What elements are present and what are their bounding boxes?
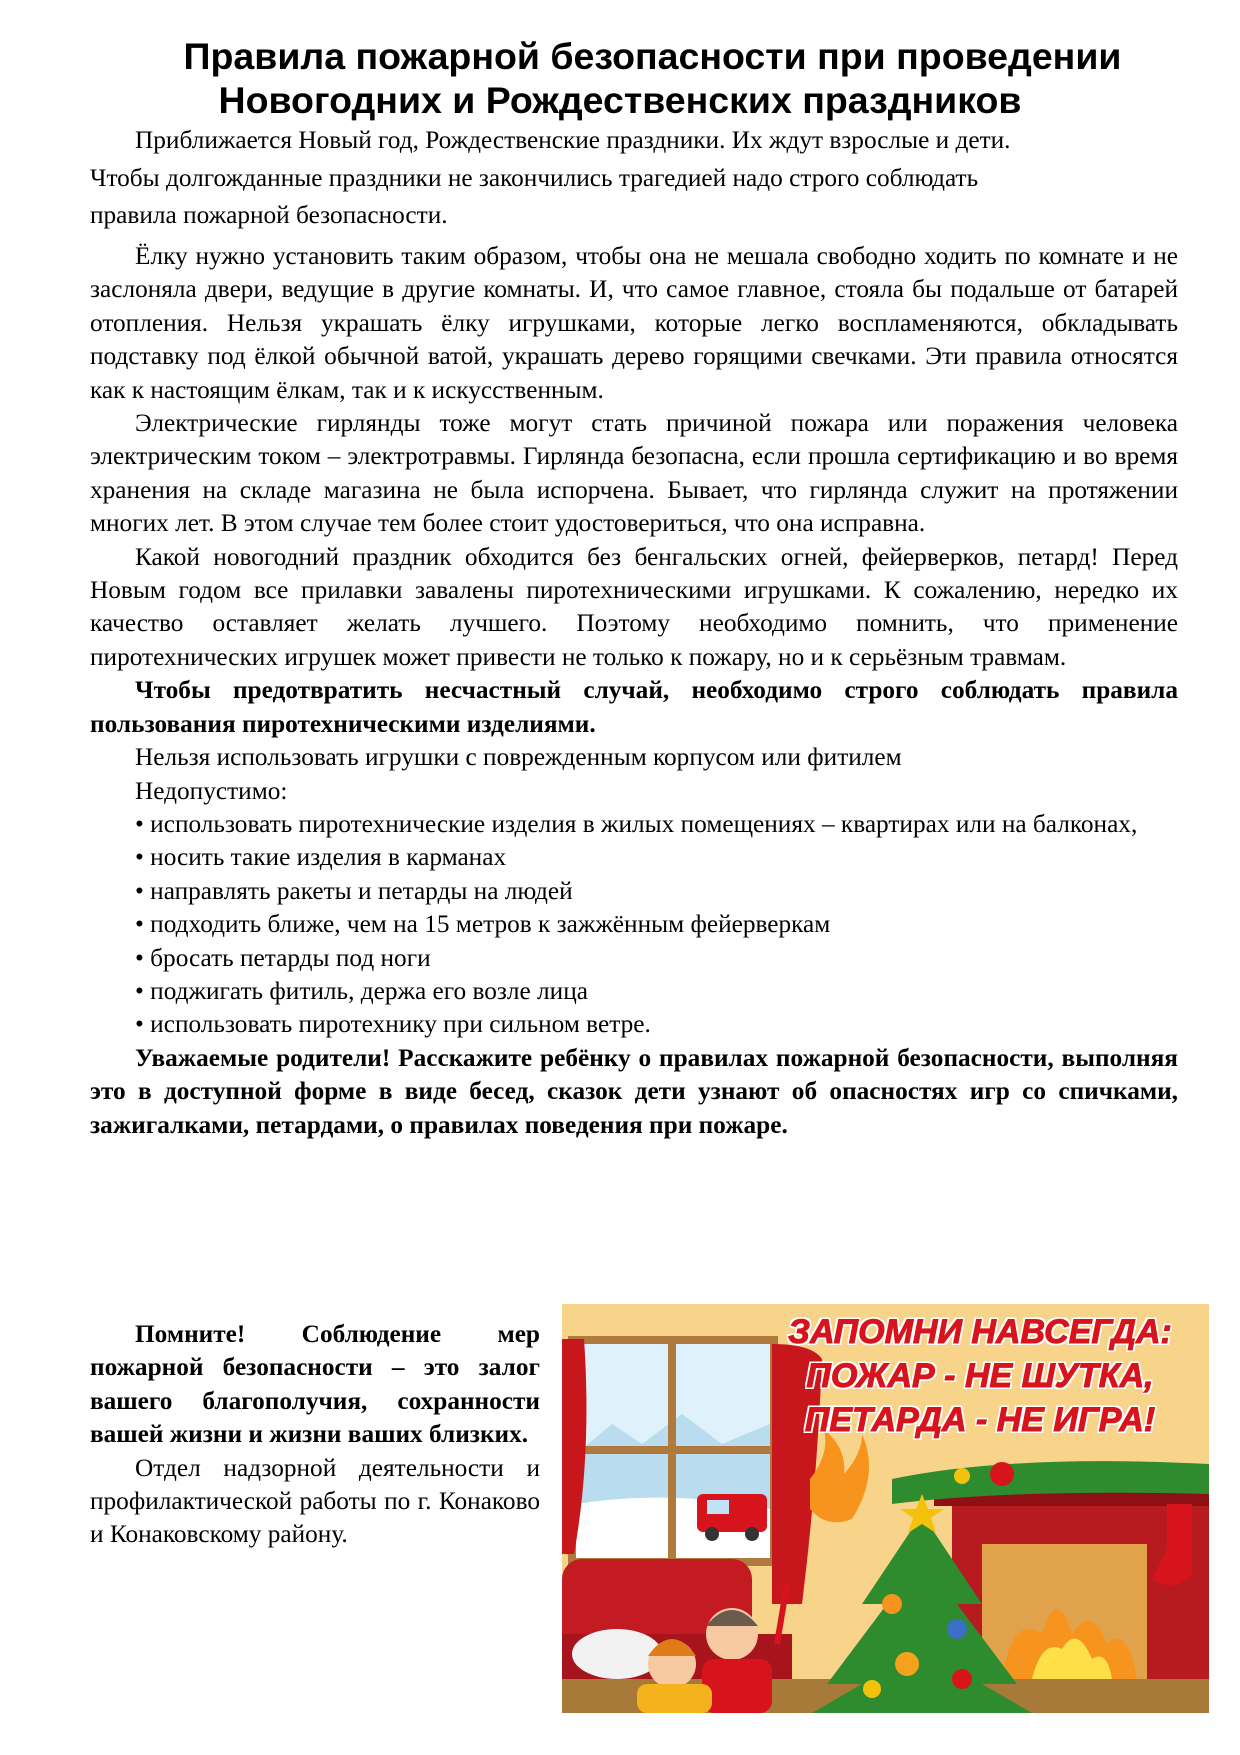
paragraph-pyrotechnics: Какой новогодний праздник обходится без бенгальских огней, фейерверков, петард! Перед Новым годом все прилавки завалены пиротехническими игрушками. К сожалению, нередко их качество оставляет желать лучшего. Поэтому необходимо помнить, что применение пиротехнических игрушек может привести не только к пожару, но и к серьёзным травмам. <box>90 542 1178 671</box>
intro-line-1: Приближается Новый год, Рождественские праздники. Их ждут взрослые и дети. <box>135 126 1011 154</box>
list-item: • бросать петарды под ноги <box>135 943 431 972</box>
intro-line-2: Чтобы долгожданные праздники не закончились трагедией надо строго соблюдать <box>90 163 979 192</box>
list-item: • поджигать фитиль, держа его возле лица <box>135 976 588 1005</box>
title-line-2: Новогодних и Рождественских праздников <box>218 79 1022 121</box>
forbidden-list <box>90 808 1178 1042</box>
paragraph-garlands: Электрические гирлянды тоже могут стать причиной пожара или поражения человека электрическим током – электротравмы. Гирлянда безопасна, если прошла сертификацию и во время хранения на складе магазина не была испорчена. Бывает, что гирлянда служит на протяжении многих лет. В этом случае тем более стоит удостовериться, что она исправна. <box>90 409 1178 538</box>
cat-icon <box>572 1629 662 1679</box>
list-item: • направлять ракеты и петарды на людей <box>135 876 573 905</box>
poster-line-1: ЗАПОМНИ НАВСЕГДА: <box>788 1313 1172 1351</box>
title-line-1: Правила пожарной безопасности при проведении <box>183 35 1122 77</box>
paragraph-warning: Чтобы предотвратить несчастный случай, необходимо строго соблюдать правила пользования пиротехническими изделиями. <box>90 676 1178 738</box>
paragraph-tree: Ёлку нужно установить таким образом, чтобы она не мешала свободно ходить по комнате и не заслоняла двери, ведущие в другие комнаты. И, что самое главное, стояла бы подальше от батарей отопления. Нельзя украшать ёлку игрушками, которые легко воспламеняются, обкладывать подставку под ёлкой обычной ватой, украшать дерево горящими свечками. Эти правила относятся как к настоящим ёлкам, так и к искусственным. <box>90 242 1178 404</box>
paragraph-parents: Уважаемые родители! Расскажите ребёнку о правилах пожарной безопасности, выполняя это в доступной форме в виде бесед, сказок дети узнают об опасностях игр со спичками, зажигалками, петардами, о правилах поведения при пожаре. <box>90 1043 1178 1139</box>
main-text <box>90 240 1178 1142</box>
list-item: • подходить ближе, чем на 15 метров к зажжённым фейерверкам <box>135 910 831 939</box>
intro-paragraph <box>90 122 1180 235</box>
list-item: • носить такие изделия в карманах <box>135 843 507 872</box>
forbidden-heading: Недопустимо: <box>135 776 288 805</box>
poster-slogan <box>765 1310 1195 1442</box>
poster-line-3: ПЕТАРДА - НЕ ИГРА! <box>804 1401 1156 1439</box>
list-item: • использовать пиротехнику при сильном ветре. <box>135 1010 651 1039</box>
bottom-left-column <box>90 1318 540 1552</box>
signature: Отдел надзорной деятельности и профилактической работы по г. Конаково и Конаковскому району. <box>90 1453 540 1549</box>
intro-line-3: правила пожарной безопасности. <box>90 201 448 229</box>
ornament-icon <box>954 1468 970 1484</box>
bow-icon <box>990 1462 1014 1486</box>
paragraph-damaged: Нельзя использовать игрушки с поврежденным корпусом или фитилем <box>135 743 902 772</box>
paragraph-remember: Помните! Соблюдение мер пожарной безопасности – это залог вашего благополучия, сохранности вашей жизни и жизни ваших близких. <box>90 1320 540 1449</box>
list-item: • использовать пиротехнические изделия в жилых помещениях – квартирах или на балконах, <box>135 809 1138 838</box>
page-title <box>0 34 1240 122</box>
poster-image <box>562 1304 1209 1713</box>
poster-line-2: ПОЖАР - НЕ ШУТКА, <box>806 1357 1154 1395</box>
